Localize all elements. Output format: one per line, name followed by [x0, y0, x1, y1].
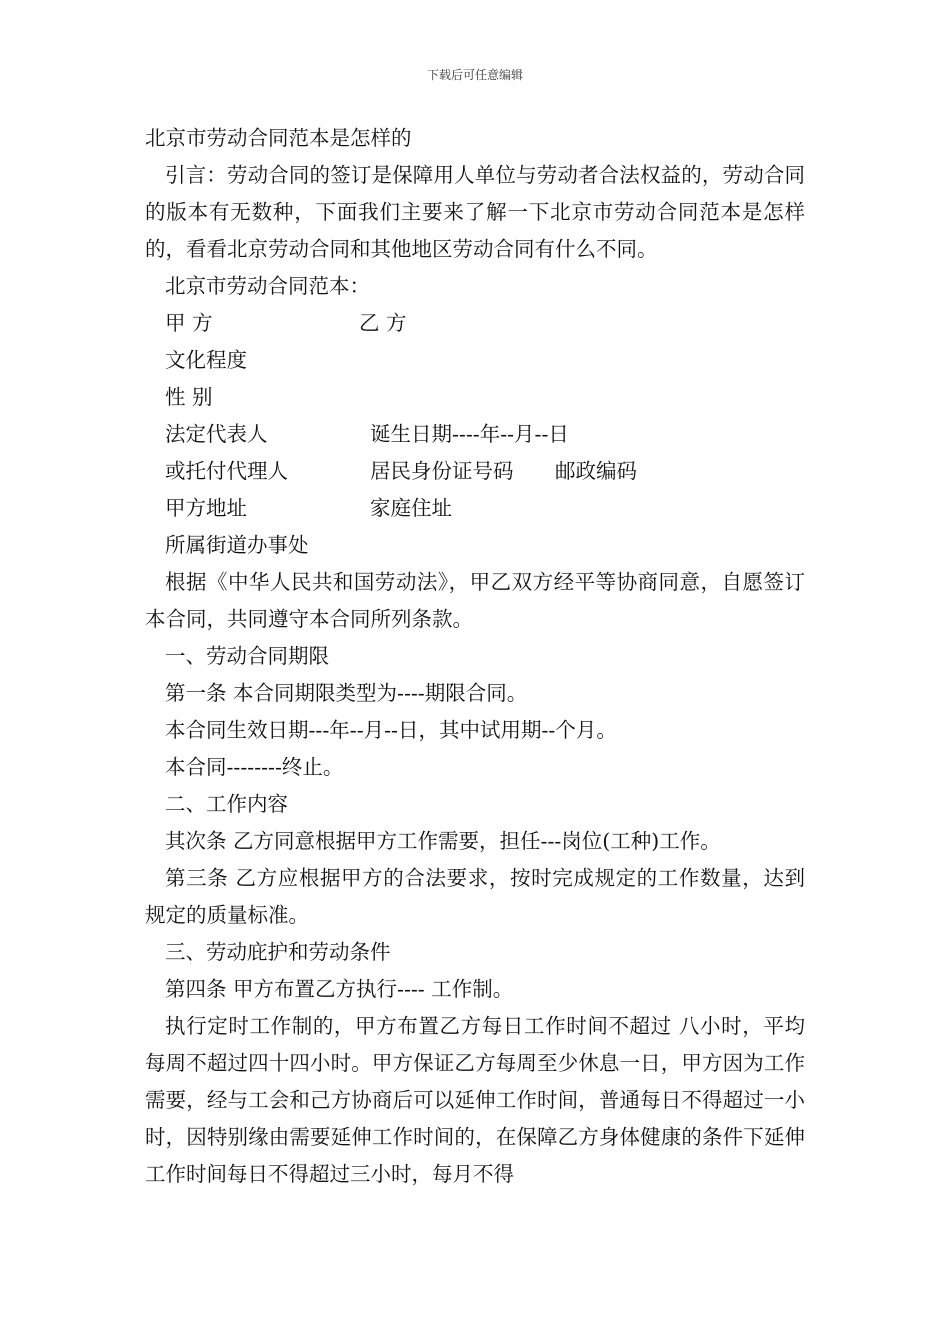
field-home-address: 家庭住址	[370, 496, 452, 520]
article-4: 第四条 甲方布置乙方执行---- 工作制。	[165, 977, 514, 1001]
basis-paragraph: 根据《中华人民共和国劳动法》，甲乙双方经平等协商同意，自愿签订本合同，共同遵守本合同所列条款。	[145, 570, 805, 631]
field-legal-rep: 法定代表人	[165, 422, 268, 446]
working-hours-paragraph: 执行定时工作制的，甲方布置乙方每日工作时间不超过 八小时，平均每周不超过四十四小时。甲方保证乙方每周至少休息一日，甲方因为工作需要，经与工会和己方协商后可以延伸工作时间，普通每日不得超过一小时，因特别缘由需要延伸工作时间的，在保障乙方身体健康的条件下延伸工作时间每日不得超过三小时，每月不得	[145, 1014, 805, 1186]
page-header: 下载后可任意编辑	[426, 68, 523, 82]
effective-date-line: 本合同生效日期---年--月--日，其中试用期--个月。	[165, 718, 617, 742]
field-agent: 或托付代理人	[165, 459, 288, 483]
section-label: 北京市劳动合同范本：	[165, 274, 370, 298]
field-subdistrict: 所属街道办事处	[165, 533, 309, 557]
article-2: 其次条 乙方同意根据甲方工作需要，担任---岗位(工种)工作。	[165, 829, 721, 853]
document-body	[145, 120, 805, 1193]
termination-line: 本合同--------终止。	[165, 755, 344, 779]
field-party-a: 甲 方	[165, 311, 213, 335]
intro-paragraph: 引言：劳动合同的签订是保障用人单位与劳动者合法权益的，劳动合同的版本有无数种，下面我们主要来了解一下北京市劳动合同范本是怎样的，看看北京劳动合同和其他地区劳动合同有什么不同。	[145, 163, 805, 261]
section-heading-3: 三、劳动庇护和劳动条件	[165, 940, 391, 964]
field-party-a-address: 甲方地址	[165, 496, 247, 520]
field-row-parties	[145, 305, 805, 342]
field-id-number: 居民身份证号码	[370, 459, 514, 483]
field-row-agent	[145, 453, 805, 490]
field-row-legal-rep	[145, 416, 805, 453]
document-title: 北京市劳动合同范本是怎样的	[145, 126, 412, 150]
article-1: 第一条 本合同期限类型为----期限合同。	[165, 681, 528, 705]
field-birth-date: 诞生日期----年--月--日	[370, 422, 569, 446]
field-education: 文化程度	[165, 348, 247, 372]
field-row-address	[145, 490, 805, 527]
field-gender: 性 别	[165, 385, 213, 409]
field-party-b: 乙 方	[359, 311, 407, 335]
field-postal-code: 邮政编码	[555, 459, 637, 483]
section-heading-2: 二、工作内容	[165, 792, 288, 816]
section-heading-1: 一、劳动合同期限	[165, 644, 329, 668]
article-3: 第三条 乙方应根据甲方的合法要求，按时完成规定的工作数量，达到规定的质量标准。	[145, 866, 805, 927]
